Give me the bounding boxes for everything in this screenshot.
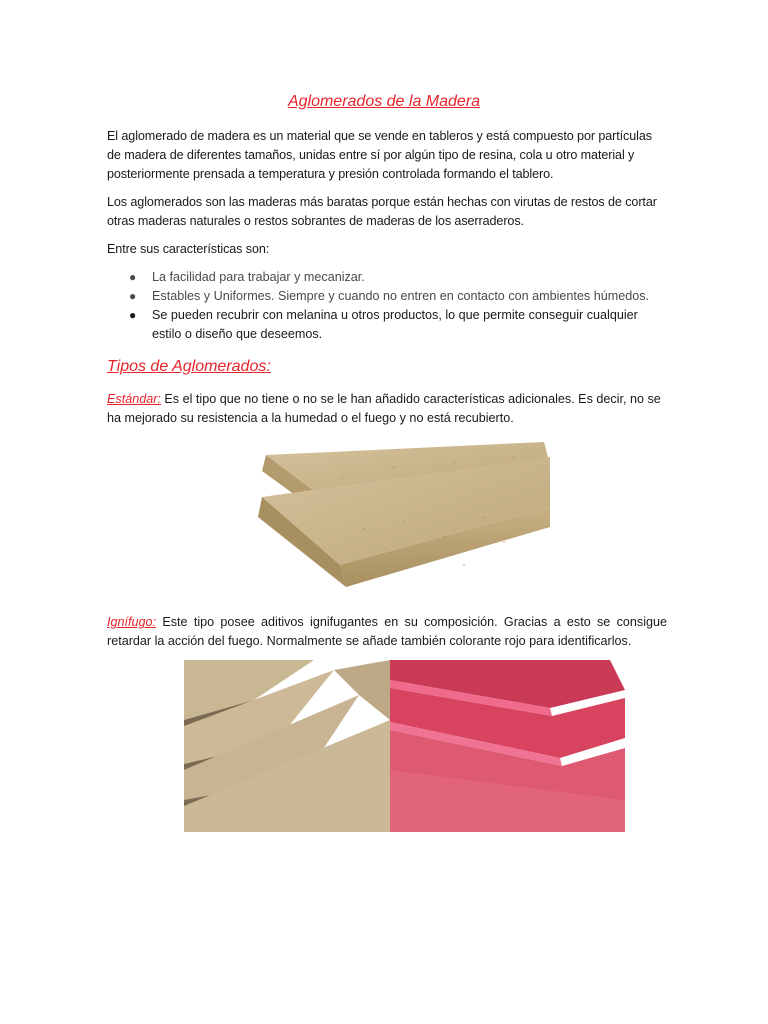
list-item-text: Se pueden recubrir con melanina u otros productos, lo que permite conseguir cualquier estilo o diseño que deseemos. [152,308,638,341]
list-item [107,287,667,306]
type-description: Es el tipo que no tiene o no se le han añadido características adicionales. Es decir, no se ha mejorado su resistencia a la humedad o el fuego y no está recubierto. [107,392,661,425]
list-item-text: La facilidad para trabajar y mecanizar. [152,270,365,284]
bullet-icon: ● [129,308,137,322]
mdf-boards-image [184,660,390,832]
fire-retardant-boards-image [390,660,625,832]
document-title: Aglomerados de la Madera [287,93,481,110]
type-standard-paragraph [107,390,667,428]
type-description: Este tipo posee aditivos ignifugantes en su composición. Gracias a esto se consigue retardar la acción del fuego. Normalmente se añade también colorante rojo para identificarlos. [107,615,667,648]
characteristics-list [107,268,667,344]
section-heading: Tipos de Aglomerados: [107,358,271,375]
type-fireproof-paragraph [107,613,667,651]
list-item [107,268,667,287]
list-item [107,306,667,344]
type-label: Estándar: [107,392,161,406]
bullet-icon: ● [129,270,137,284]
characteristics-intro: Entre sus características son: [107,242,270,256]
type-label: Ignífugo: [107,615,157,629]
list-item-text: Estables y Uniformes. Siempre y cuando no entren en contacto con ambientes húmedos. [152,289,650,303]
price-paragraph: Los aglomerados son las maderas más baratas porque están hechas con virutas de restos de cortar otras maderas naturales o restos sobrantes de maderas de los aserraderos. [107,195,657,228]
intro-paragraph: El aglomerado de madera es un material que se vende en tableros y está compuesto por partículas de madera de diferentes tamaños, unidas entre sí por algún tipo de resina, cola u otro material y posteriormente prensada a temperatura y presión controlada formando el tablero. [107,129,652,181]
bullet-icon: ● [129,289,137,303]
particleboard-image [244,437,550,600]
